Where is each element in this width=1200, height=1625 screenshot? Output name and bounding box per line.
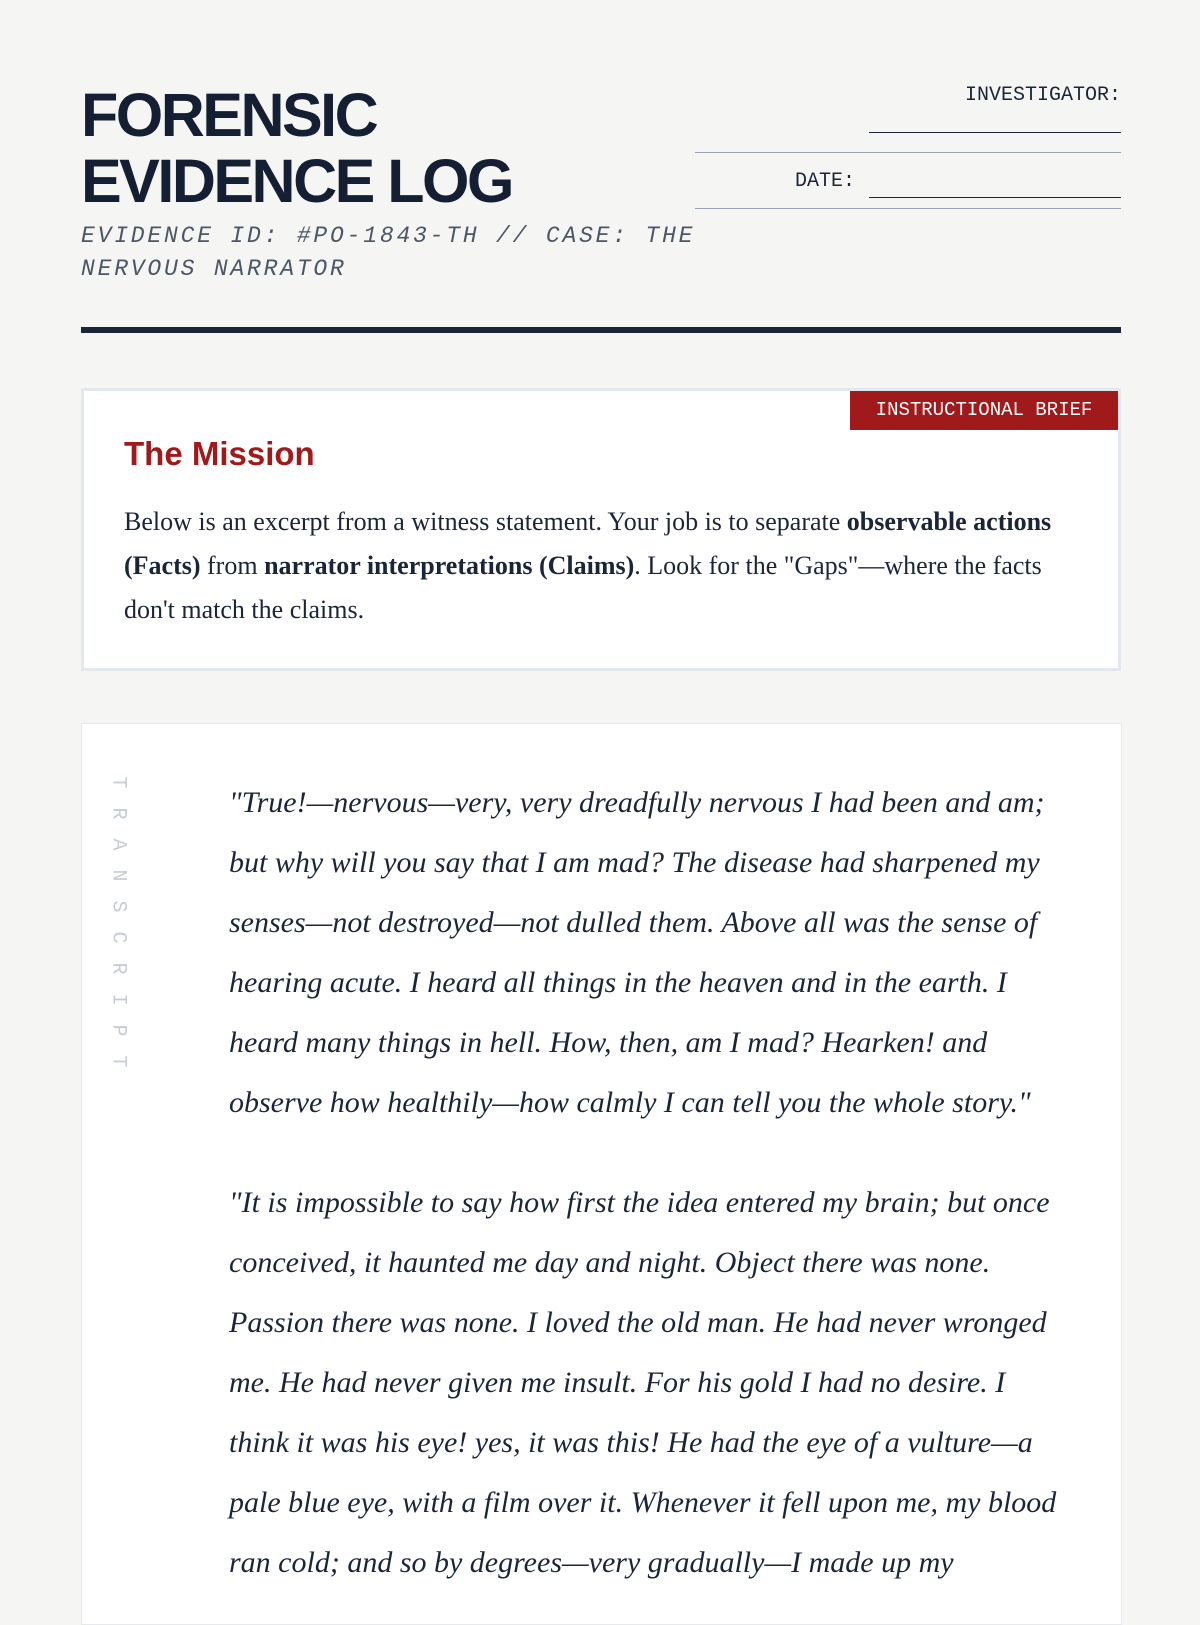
side-label-letter: A bbox=[106, 838, 130, 851]
date-blank[interactable] bbox=[869, 171, 1121, 198]
brief-bold-claims: narrator interpretations (Claims) bbox=[264, 551, 635, 580]
side-label-letter: I bbox=[106, 993, 130, 1006]
date-label: DATE: bbox=[794, 170, 855, 193]
side-label-letter: N bbox=[106, 869, 130, 882]
brief-heading: The Mission bbox=[124, 435, 315, 472]
brief-text-part: from bbox=[200, 551, 265, 580]
brief-badge: INSTRUCTIONAL BRIEF bbox=[850, 391, 1118, 430]
brief-text bbox=[124, 500, 1084, 632]
evidence-id: EVIDENCE ID: #PO-1843-TH // CASE: THE NERVOUS NARRATOR bbox=[81, 223, 696, 282]
side-label-letter: T bbox=[106, 776, 130, 789]
date-row bbox=[695, 153, 1121, 209]
side-label-letter: P bbox=[106, 1024, 130, 1037]
brief-text-part: . Look for the "Gaps"—where the facts don't match the claims. bbox=[124, 551, 1042, 624]
brief-text-part: Below is an excerpt from a witness statement. Your job is to separate bbox=[124, 507, 847, 536]
side-label-letter: S bbox=[106, 900, 130, 913]
transcript-panel bbox=[81, 723, 1122, 1625]
side-label-letter: T bbox=[106, 1055, 130, 1068]
instructional-brief bbox=[81, 388, 1121, 671]
investigator-label: INVESTIGATOR: bbox=[964, 84, 1121, 107]
header-divider bbox=[81, 327, 1121, 333]
page-title: FORENSIC EVIDENCE LOG bbox=[81, 81, 512, 215]
brief-bold-facts: observable actions (Facts) bbox=[124, 507, 1052, 580]
transcript-paragraph: "It is impossible to say how first the idea entered my brain; but once conceived, it haunted me day and night. Object there was none. Passion there was none. I loved the old man. He had never wronged me. He had never given me insult. For his gold I had no desire. I think it was his eye! yes, it was this! He had the eye of a vulture—a pale blue eye, with a film over it. Whenever it fell upon me, my blood ran cold; and so by degrees—very gradually—I made up my bbox=[229, 1186, 1057, 1579]
document-header bbox=[81, 0, 1121, 335]
transcript-paragraph: "True!—nervous—very, very dreadfully nervous I had been and am; but why will you say that I am mad? The disease had sharpened my senses—not destroyed—not dulled them. Above all was the sense of hearing acute. I heard all things in the heaven and in the earth. I heard many things in hell. How, then, am I mad? Hearken! and observe how healthily—how calmly I can tell you the whole story." bbox=[229, 786, 1045, 1119]
side-label-letter: C bbox=[106, 931, 130, 944]
investigator-blank[interactable] bbox=[869, 106, 1121, 133]
side-label-letter: R bbox=[106, 962, 130, 975]
side-label-letter: R bbox=[106, 807, 130, 820]
investigator-row bbox=[695, 80, 1121, 153]
form-fields bbox=[695, 80, 1121, 209]
transcript-side-label bbox=[102, 767, 130, 1077]
